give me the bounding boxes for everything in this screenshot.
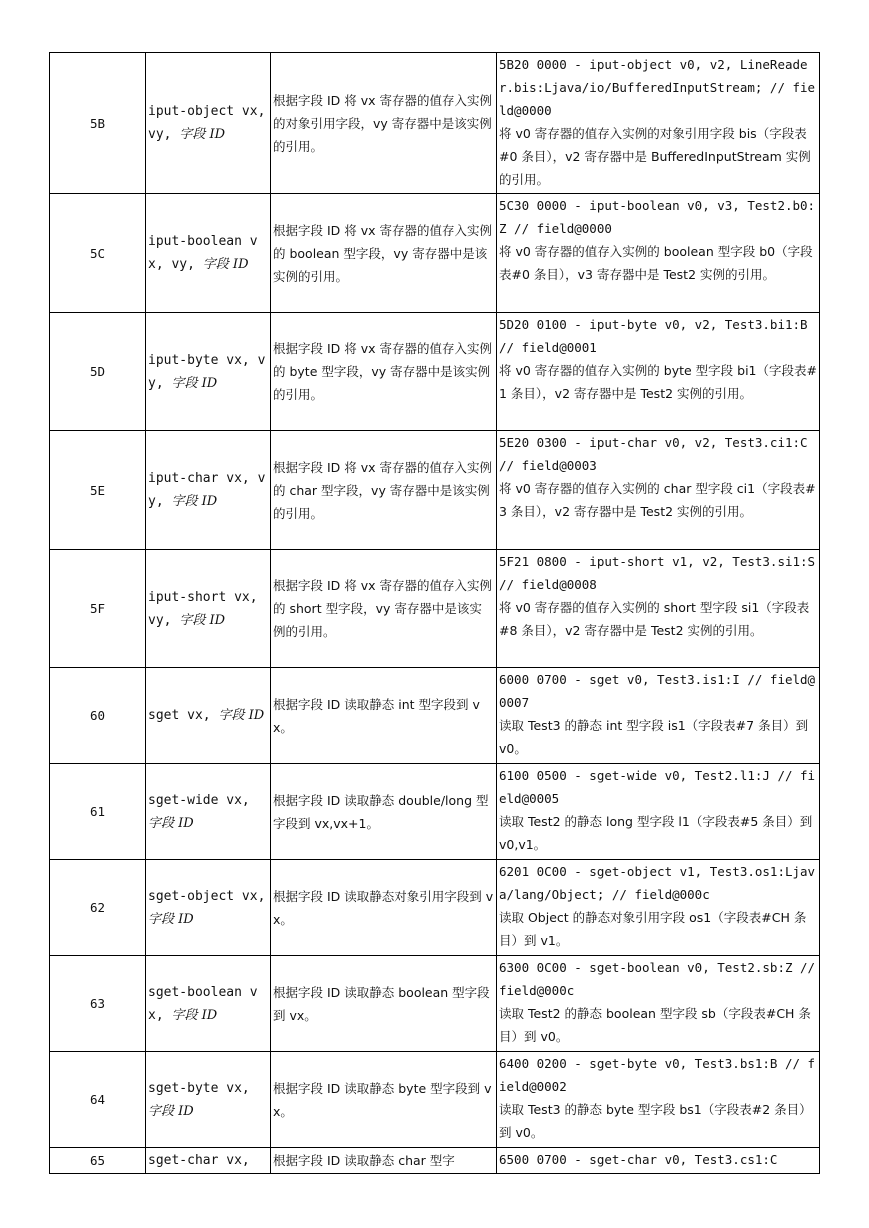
opcode-cell: 61: [50, 764, 146, 860]
syntax-field-id: 字段 ID: [171, 1007, 218, 1023]
syntax-cell: [146, 431, 271, 550]
example-note: 读取 Test2 的静态 long 型字段 l1（字段表#5 条目）到 v0,v1。: [499, 814, 813, 852]
example-code: 5D20 0100 - iput-byte v0, v2, Test3.bi1:B // field@0001: [499, 317, 808, 355]
example-code: 5C30 0000 - iput-boolean v0, v3, Test2.b0:Z // field@0000: [499, 198, 816, 236]
syntax-text: iput-boolean vx, vy,: [148, 234, 258, 272]
description-cell: 根据字段 ID 读取静态 double/long 型字段到 vx,vx+1。: [271, 764, 497, 860]
example-cell: [497, 956, 820, 1052]
example-cell: [497, 53, 820, 194]
opcode-cell: 5C: [50, 194, 146, 313]
syntax-text: sget-boolean vx,: [148, 984, 258, 1023]
table-row: [50, 431, 820, 550]
syntax-text: sget-wide vx,: [148, 792, 250, 808]
example-cell: [497, 860, 820, 956]
opcode-cell: 64: [50, 1052, 146, 1148]
description-cell: 根据字段 ID 读取静态对象引用字段到 vx。: [271, 860, 497, 956]
syntax-cell: [146, 194, 271, 313]
syntax-cell: [146, 668, 271, 764]
example-note: 将 v0 寄存器的值存入实例的对象引用字段 bis（字段表#0 条目），v2 寄存器中是 BufferedInputStream 实例的引用。: [499, 126, 811, 187]
table-row: [50, 1148, 820, 1174]
description-cell: 根据字段 ID 读取静态 boolean 型字段到 vx。: [271, 956, 497, 1052]
example-cell: [497, 550, 820, 668]
example-code: 6000 0700 - sget v0, Test3.is1:I // field@0007: [499, 672, 816, 710]
table-row: [50, 764, 820, 860]
syntax-text: sget-object vx,: [148, 888, 266, 904]
syntax-field-id: 字段 ID: [148, 815, 194, 831]
syntax-cell: [146, 1148, 271, 1174]
opcode-cell: 63: [50, 956, 146, 1052]
example-cell: [497, 1148, 820, 1174]
syntax-field-id: 字段 ID: [148, 911, 194, 927]
syntax-cell: [146, 550, 271, 668]
opcode-cell: 5D: [50, 313, 146, 431]
example-note: 将 v0 寄存器的值存入实例的 boolean 型字段 b0（字段表#0 条目），v3 寄存器中是 Test2 实例的引用。: [499, 244, 813, 282]
example-code: 6100 0500 - sget-wide v0, Test2.l1:J // field@0005: [499, 768, 816, 806]
example-code: 5F21 0800 - iput-short v1, v2, Test3.si1:S // field@0008: [499, 554, 816, 592]
table-row: [50, 313, 820, 431]
syntax-field-id: 字段 ID: [171, 494, 218, 509]
example-note: 将 v0 寄存器的值存入实例的 char 型字段 ci1（字段表#3 条目），v2 寄存器中是 Test2 实例的引用。: [499, 481, 816, 519]
example-cell: [497, 313, 820, 431]
opcode-cell: 65: [50, 1148, 146, 1174]
example-note: 读取 Test3 的静态 int 型字段 is1（字段表#7 条目）到 v0。: [499, 718, 809, 756]
syntax-text: iput-short vx, vy,: [148, 589, 258, 628]
syntax-text: sget-char vx,: [148, 1153, 250, 1168]
description-cell: 根据字段 ID 将 vx 寄存器的值存入实例的 byte 型字段，vy 寄存器中是该实例的引用。: [271, 313, 497, 431]
description-cell: 根据字段 ID 将 vx 寄存器的值存入实例的 boolean 型字段，vy 寄存器中是该实例的引用。: [271, 194, 497, 313]
syntax-text: sget vx,: [148, 708, 211, 723]
table-row: [50, 53, 820, 194]
example-cell: [497, 764, 820, 860]
syntax-cell: [146, 956, 271, 1052]
example-cell: [497, 1052, 820, 1148]
syntax-cell: [146, 1052, 271, 1148]
opcode-cell: 5F: [50, 550, 146, 668]
example-note: 读取 Test2 的静态 boolean 型字段 sb（字段表#CH 条目）到 v0。: [499, 1006, 811, 1044]
syntax-cell: [146, 860, 271, 956]
description-cell: 根据字段 ID 读取静态 int 型字段到 vx。: [271, 668, 497, 764]
opcode-cell: 5B: [50, 53, 146, 194]
description-cell: 根据字段 ID 读取静态 byte 型字段到 vx。: [271, 1052, 497, 1148]
example-code: 6500 0700 - sget-char v0, Test3.cs1:C: [499, 1152, 778, 1167]
syntax-cell: [146, 764, 271, 860]
example-note: 将 v0 寄存器的值存入实例的 byte 型字段 bi1（字段表#1 条目），v2 寄存器中是 Test2 实例的引用。: [499, 363, 817, 401]
syntax-cell: [146, 53, 271, 194]
example-code: 5B20 0000 - iput-object v0, v2, LineReader.bis:Ljava/io/BufferedInputStream; // field@0000: [499, 57, 816, 118]
syntax-field-id: 字段 ID: [218, 708, 265, 723]
opcode-cell: 60: [50, 668, 146, 764]
example-note: 将 v0 寄存器的值存入实例的 short 型字段 si1（字段表#8 条目），v2 寄存器中是 Test2 实例的引用。: [499, 600, 810, 638]
description-cell: 根据字段 ID 将 vx 寄存器的值存入实例的 char 型字段，vy 寄存器中是该实例的引用。: [271, 431, 497, 550]
description-cell: 根据字段 ID 读取静态 char 型字: [271, 1148, 497, 1174]
table-row: [50, 668, 820, 764]
example-code: 6400 0200 - sget-byte v0, Test3.bs1:B // field@0002: [499, 1056, 816, 1094]
opcode-table: [49, 52, 820, 1174]
description-cell: 根据字段 ID 将 vx 寄存器的值存入实例的对象引用字段，vy 寄存器中是该实例的引用。: [271, 53, 497, 194]
syntax-text: iput-byte vx, vy,: [148, 352, 266, 391]
table-row: [50, 1052, 820, 1148]
syntax-cell: [146, 313, 271, 431]
syntax-field-id: 字段 ID: [202, 257, 249, 272]
table-row: [50, 550, 820, 668]
example-code: 6300 0C00 - sget-boolean v0, Test2.sb:Z // field@000c: [499, 960, 816, 998]
example-cell: [497, 668, 820, 764]
syntax-text: iput-char vx, vy,: [148, 471, 266, 509]
syntax-field-id: 字段 ID: [148, 1103, 194, 1119]
table-row: [50, 860, 820, 956]
description-cell: 根据字段 ID 将 vx 寄存器的值存入实例的 short 型字段，vy 寄存器中是该实例的引用。: [271, 550, 497, 668]
table-row: [50, 194, 820, 313]
syntax-field-id: 字段 ID: [171, 375, 218, 391]
example-code: 6201 0C00 - sget-object v1, Test3.os1:Ljava/lang/Object; // field@000c: [499, 864, 816, 902]
table-row: [50, 956, 820, 1052]
syntax-text: iput-object vx, vy,: [148, 104, 266, 142]
example-cell: [497, 194, 820, 313]
example-note: 读取 Object 的静态对象引用字段 os1（字段表#CH 条目）到 v1。: [499, 910, 807, 948]
example-note: 读取 Test3 的静态 byte 型字段 bs1（字段表#2 条目）到 v0。: [499, 1102, 812, 1140]
example-code: 5E20 0300 - iput-char v0, v2, Test3.ci1:C // field@0003: [499, 435, 808, 473]
syntax-field-id: 字段 ID: [179, 612, 226, 628]
opcode-cell: 62: [50, 860, 146, 956]
opcode-cell: 5E: [50, 431, 146, 550]
syntax-text: sget-byte vx,: [148, 1080, 250, 1096]
example-cell: [497, 431, 820, 550]
syntax-field-id: 字段 ID: [179, 127, 226, 142]
